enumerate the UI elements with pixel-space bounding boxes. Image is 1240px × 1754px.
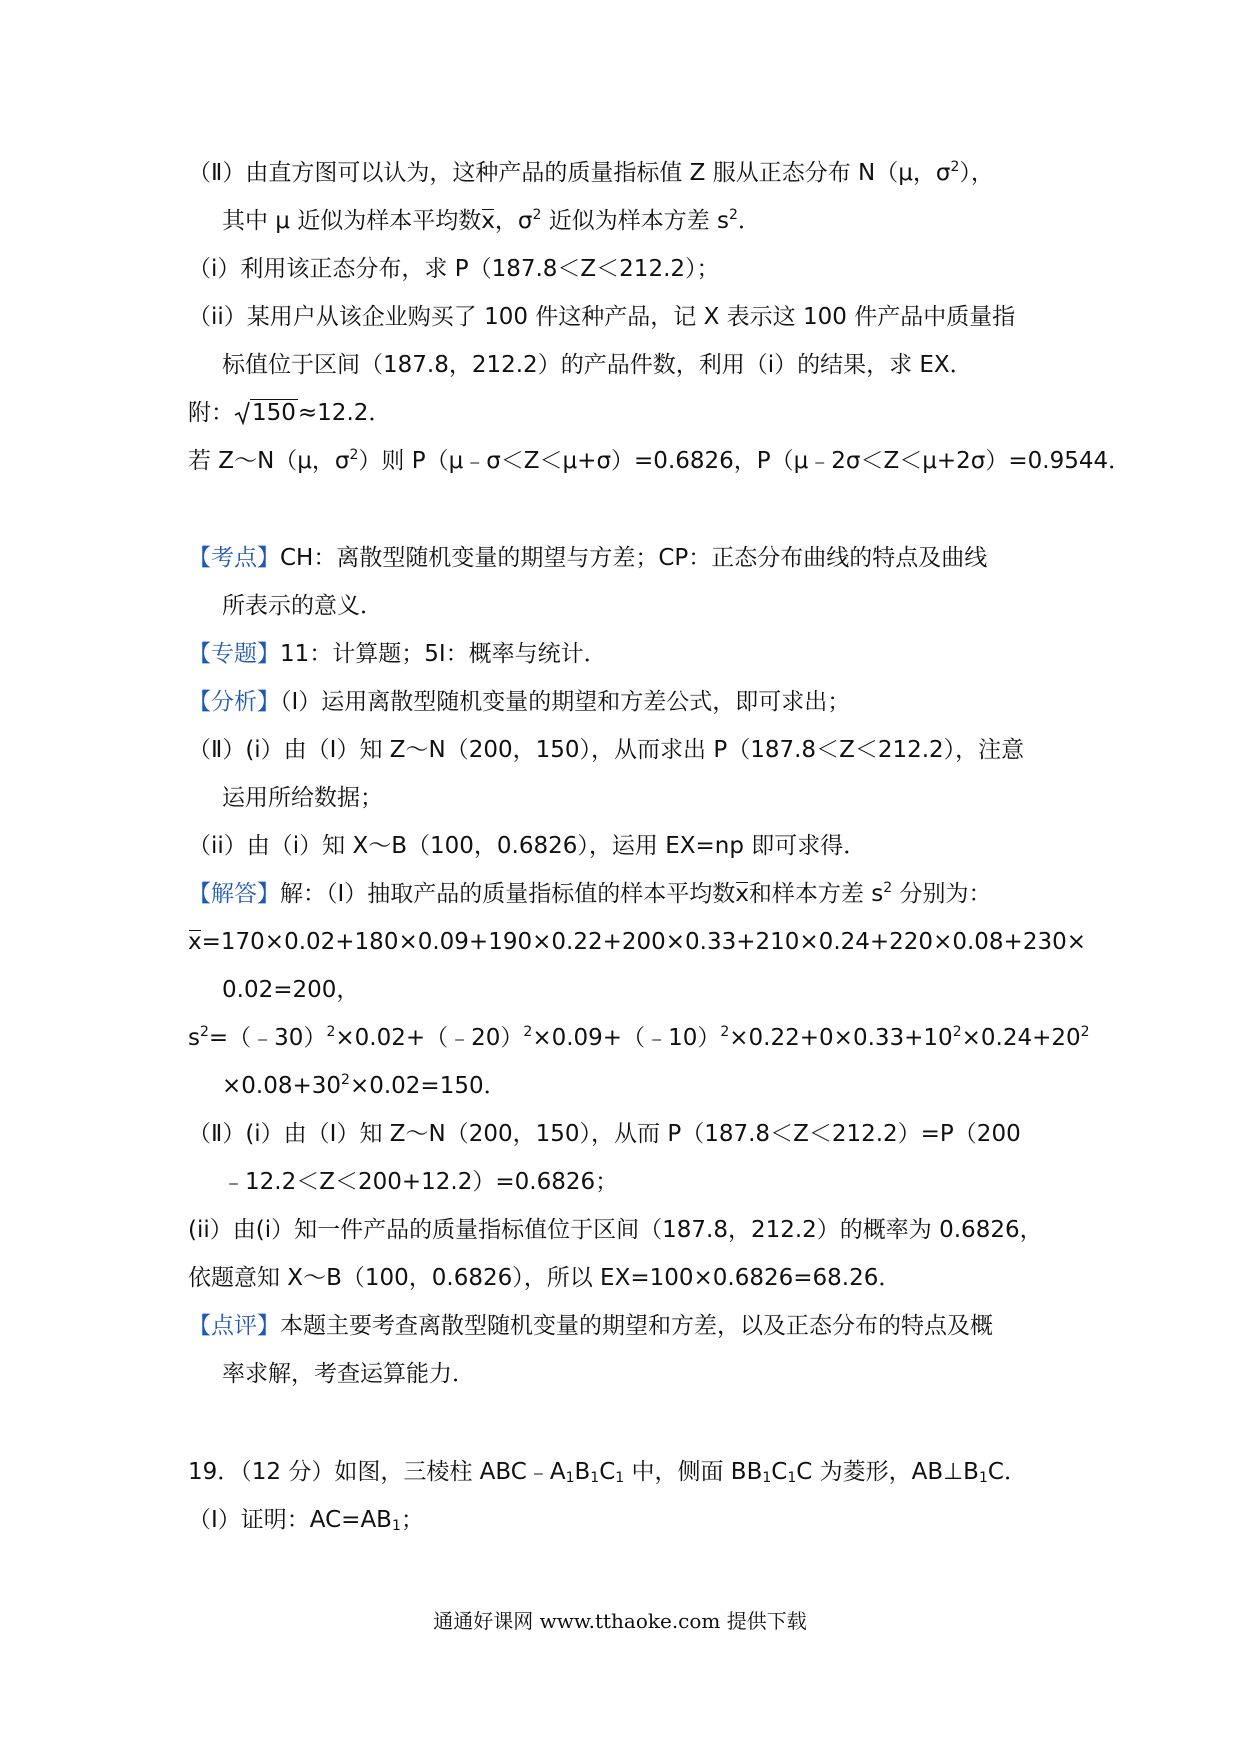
question-i: （i）利用该正态分布，求 P（187.8＜Z＜212.2）； xyxy=(188,256,720,282)
sample-mean-symbol: x xyxy=(188,929,202,955)
fenxi-line4: （ii）由（i）知 X～B（100，0.6826），运用 EX=np 即可求得． xyxy=(188,833,867,859)
variance-formula-line2: $\times 0.08+30^2\times 0.02=150$． xyxy=(222,1072,507,1099)
part2-intro-line1: （Ⅱ）由直方图可以认为，这种产品的质量指标值 Z 服从正态分布 N（μ，$\sigma^2$）， xyxy=(188,159,994,186)
footer-download-note: 通通好课网 www.tthaoke.com 提供下载 xyxy=(433,1609,807,1633)
sample-mean-symbol: x xyxy=(735,881,749,907)
question-19-stem: 19．（12 分）如图，三棱柱 $ABC﹣A_1B_1C_1$ 中，侧面 $BB_1C_1C$ 为菱形，$AB\perp B_1C$． xyxy=(188,1459,1027,1486)
square-root-expression: 150 xyxy=(234,398,298,428)
fenxi-line2: （Ⅱ）(i）由（Ⅰ）知 Z～N（200，150），从而求出 P（187.8＜Z＜212.2），注意 xyxy=(188,737,1025,763)
dianping-line1: 【点评】本题主要考查离散型随机变量的期望和方差，以及正态分布的特点及概 xyxy=(188,1313,993,1339)
part2-intro-line2: 其中 μ 近似为样本平均数x，$\sigma^2$ 近似为样本方差 $s^2$． xyxy=(222,207,761,234)
kaodian-line2: 所表示的意义． xyxy=(222,593,383,619)
jieda-part2-line3: (ii）由(i）知一件产品的质量指标值位于区间（187.8，212.2）的概率为 0.6826， xyxy=(188,1217,1043,1243)
appendix-line: 附： 150≈12.2． xyxy=(188,400,392,426)
fenxi-line1: 【分析】（Ⅰ）运用离散型随机变量的期望和方差公式，即可求出； xyxy=(188,689,851,715)
jieda-line1: 【解答】解：（Ⅰ）抽取产品的质量指标值的样本平均数x和样本方差 $s^2$ 分别为： xyxy=(188,880,992,907)
question-19-part1: （Ⅰ）证明：$AC=AB_1$； xyxy=(188,1507,424,1534)
zhuanti-line: 【专题】11：计算题；5I：概率与统计． xyxy=(188,641,607,667)
kaodian-line1: 【考点】CH：离散型随机变量的期望与方差；CP：正态分布曲线的特点及曲线 xyxy=(188,545,988,571)
jieda-part2-line1: （Ⅱ）(i）由（Ⅰ）知 Z～N（200，150），从而 P（187.8＜Z＜212.2）=P（200 xyxy=(188,1121,1021,1147)
normal-distribution-fact: 若 Z～N（μ，$\sigma^2$）则 P（μ﹣σ＜Z＜μ+σ）=0.6826，P（μ﹣2σ＜Z＜μ+2σ）=0.9544． xyxy=(188,447,1132,474)
zhuanti-tag: 【专题】 xyxy=(188,641,280,667)
question-ii-line1: （ii）某用户从该企业购买了 100 件这种产品，记 X 表示这 100 件产品中质量指 xyxy=(188,304,1016,330)
variance-formula-line1: $s^2=(﹣30)^2\times 0.02+(﹣20)^2\times 0.09+(﹣10)^2\times 0.22+0\times 0.33+10^2\times 0.24+20^2$ xyxy=(188,1024,1090,1051)
question-ii-line2: 标值位于区间（187.8，212.2）的产品件数，利用（i）的结果，求 EX． xyxy=(222,352,973,378)
jieda-part2-line2: ﹣12.2＜Z＜200+12.2）=0.6826； xyxy=(222,1169,619,1195)
radical-sign-icon xyxy=(234,401,250,425)
fenxi-line3: 运用所给数据； xyxy=(222,785,383,811)
mean-formula-line1: x=170×0.02+180×0.09+190×0.22+200×0.33+210×0.24+220×0.08+230× xyxy=(188,929,1086,955)
dianping-tag: 【点评】 xyxy=(188,1313,280,1339)
sample-mean-symbol: x xyxy=(481,208,495,234)
jieda-tag: 【解答】 xyxy=(188,881,280,907)
jieda-part2-line4: 依题意知 X～B（100，0.6826），所以 EX=100×0.6826=68.26． xyxy=(188,1265,902,1291)
kaodian-tag: 【考点】 xyxy=(188,545,280,571)
fenxi-tag: 【分析】 xyxy=(188,689,280,715)
dianping-line2: 率求解，考查运算能力． xyxy=(222,1361,475,1387)
mean-formula-line2: 0.02=200， xyxy=(222,977,360,1003)
